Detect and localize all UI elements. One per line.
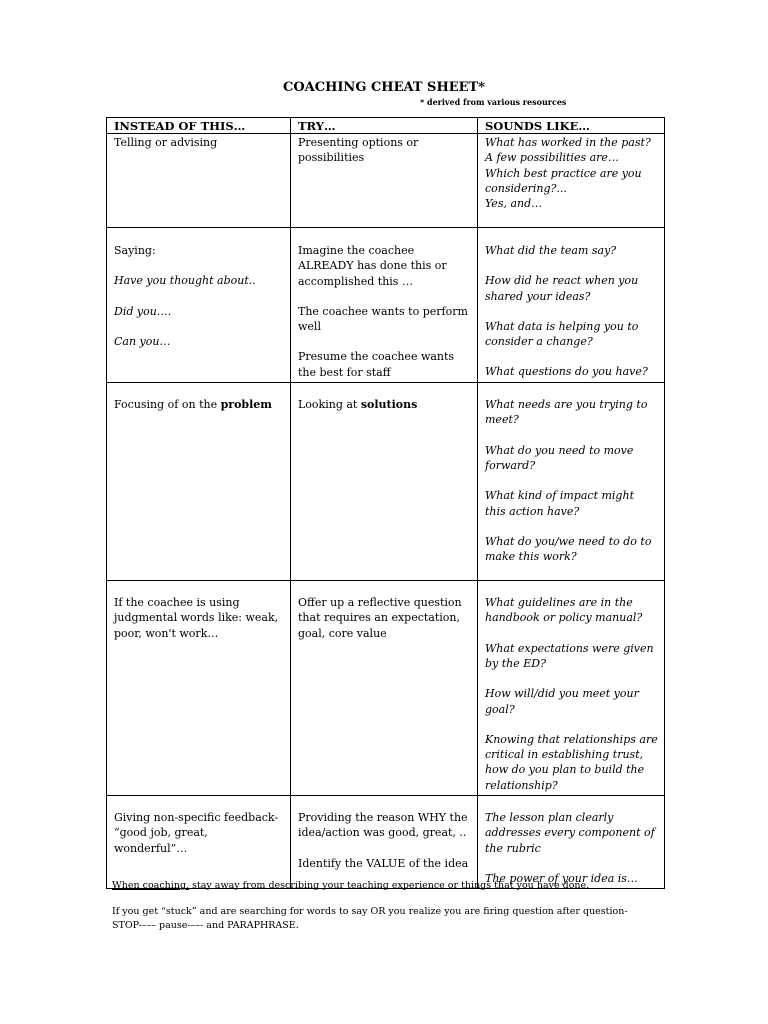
sounds-cell — [478, 581, 665, 796]
try-cell — [291, 134, 478, 228]
instead-text: Saying: — [114, 244, 156, 257]
header-instead: INSTEAD OF THIS… — [107, 118, 291, 134]
sounds-line: What has worked in the past? — [485, 136, 651, 149]
instead-cell — [107, 383, 291, 581]
table-row — [107, 134, 665, 228]
sounds-cell — [478, 796, 665, 889]
sounds-cell — [478, 134, 665, 228]
sounds-line: What do you/we need to do to make this work? — [485, 534, 652, 564]
sounds-line: What expectations were given by the ED? — [485, 641, 654, 670]
note-text: stay away from describing your teaching experience or things that you have done. — [189, 880, 590, 891]
sounds-line: Yes, and… — [485, 197, 543, 211]
try-text: Imagine the coachee ALREADY has done this or accomplished this … — [298, 244, 447, 288]
sounds-line: A few possibilities are… — [485, 151, 619, 165]
table-row — [107, 581, 665, 796]
note-emphasis: When coaching, — [112, 880, 190, 891]
instead-cell — [107, 796, 291, 889]
sounds-line: What do you need to move forward? — [485, 443, 634, 472]
try-text: Offer up a reflective question that requires an expectation, goal, core value — [298, 596, 462, 640]
try-emphasis: solutions — [360, 398, 418, 412]
instead-text: Giving non-specific feedback- “good job, great, wonderful”… — [114, 811, 279, 855]
try-cell — [291, 228, 478, 383]
page-title: COACHING CHEAT SHEET* — [282, 80, 486, 95]
header-sounds: SOUNDS LIKE… — [478, 118, 665, 134]
header-try: TRY… — [291, 118, 478, 134]
coaching-table — [106, 117, 665, 889]
sounds-line: The power of your idea is… — [485, 871, 638, 885]
sounds-line: What data is helping you to consider a change? — [485, 319, 639, 349]
instead-text: Telling or advising — [114, 136, 218, 149]
coaching-note — [112, 879, 660, 893]
page-subtitle: * derived from various resources — [420, 97, 567, 107]
try-text: Providing the reason WHY the idea/action was good, great, .. — [298, 811, 468, 840]
sounds-line: Which best practice are you considering?... — [485, 166, 642, 195]
try-text: Looking at — [298, 398, 361, 412]
instead-emphasis: problem — [220, 398, 272, 412]
sounds-cell — [478, 383, 665, 581]
sounds-line: What questions do you have? — [485, 365, 648, 379]
instead-cell — [107, 228, 291, 383]
sounds-line: How will/did you meet your goal? — [485, 687, 639, 716]
instead-example: Can you… — [114, 334, 171, 348]
sounds-line: What kind of impact might this action have? — [485, 489, 634, 518]
instead-cell — [107, 134, 291, 228]
try-text: Identify the VALUE of the idea — [298, 856, 469, 870]
sounds-line: Knowing that relationships are critical in establishing trust, how do you plan to build the relationship? — [485, 732, 658, 792]
instead-text: Focusing of on the — [114, 398, 221, 412]
table-row — [107, 228, 665, 383]
try-text: The coachee wants to perform well — [298, 304, 468, 334]
try-text: Presenting options or possibilities — [298, 136, 419, 165]
instead-example: Did you…. — [114, 304, 172, 318]
sounds-line: What needs are you trying to meet? — [485, 398, 648, 427]
paraphrase-note: If you get “stuck” and are searching for words to say OR you realize you are firing question after question- STOP-––– pause-––- and PARAPHRASE. — [112, 906, 628, 931]
try-text: Presume the coachee wants the best for staff — [298, 350, 455, 379]
instead-text: If the coachee is using judgmental words like: weak, poor, won't work… — [114, 596, 279, 640]
try-cell — [291, 581, 478, 796]
sounds-line: The lesson plan clearly addresses every component of the rubric — [485, 811, 655, 855]
sounds-line: What guidelines are in the handbook or policy manual? — [485, 596, 643, 625]
sounds-line: What did the team say? — [485, 244, 617, 257]
sounds-cell — [478, 228, 665, 383]
sounds-line: How did he react when you shared your ideas? — [485, 274, 639, 303]
instead-example: Have you thought about.. — [114, 274, 256, 288]
try-cell — [291, 796, 478, 889]
instead-cell — [107, 581, 291, 796]
try-cell — [291, 383, 478, 581]
table-row — [107, 796, 665, 889]
table-row — [107, 383, 665, 581]
header-row — [107, 118, 665, 134]
